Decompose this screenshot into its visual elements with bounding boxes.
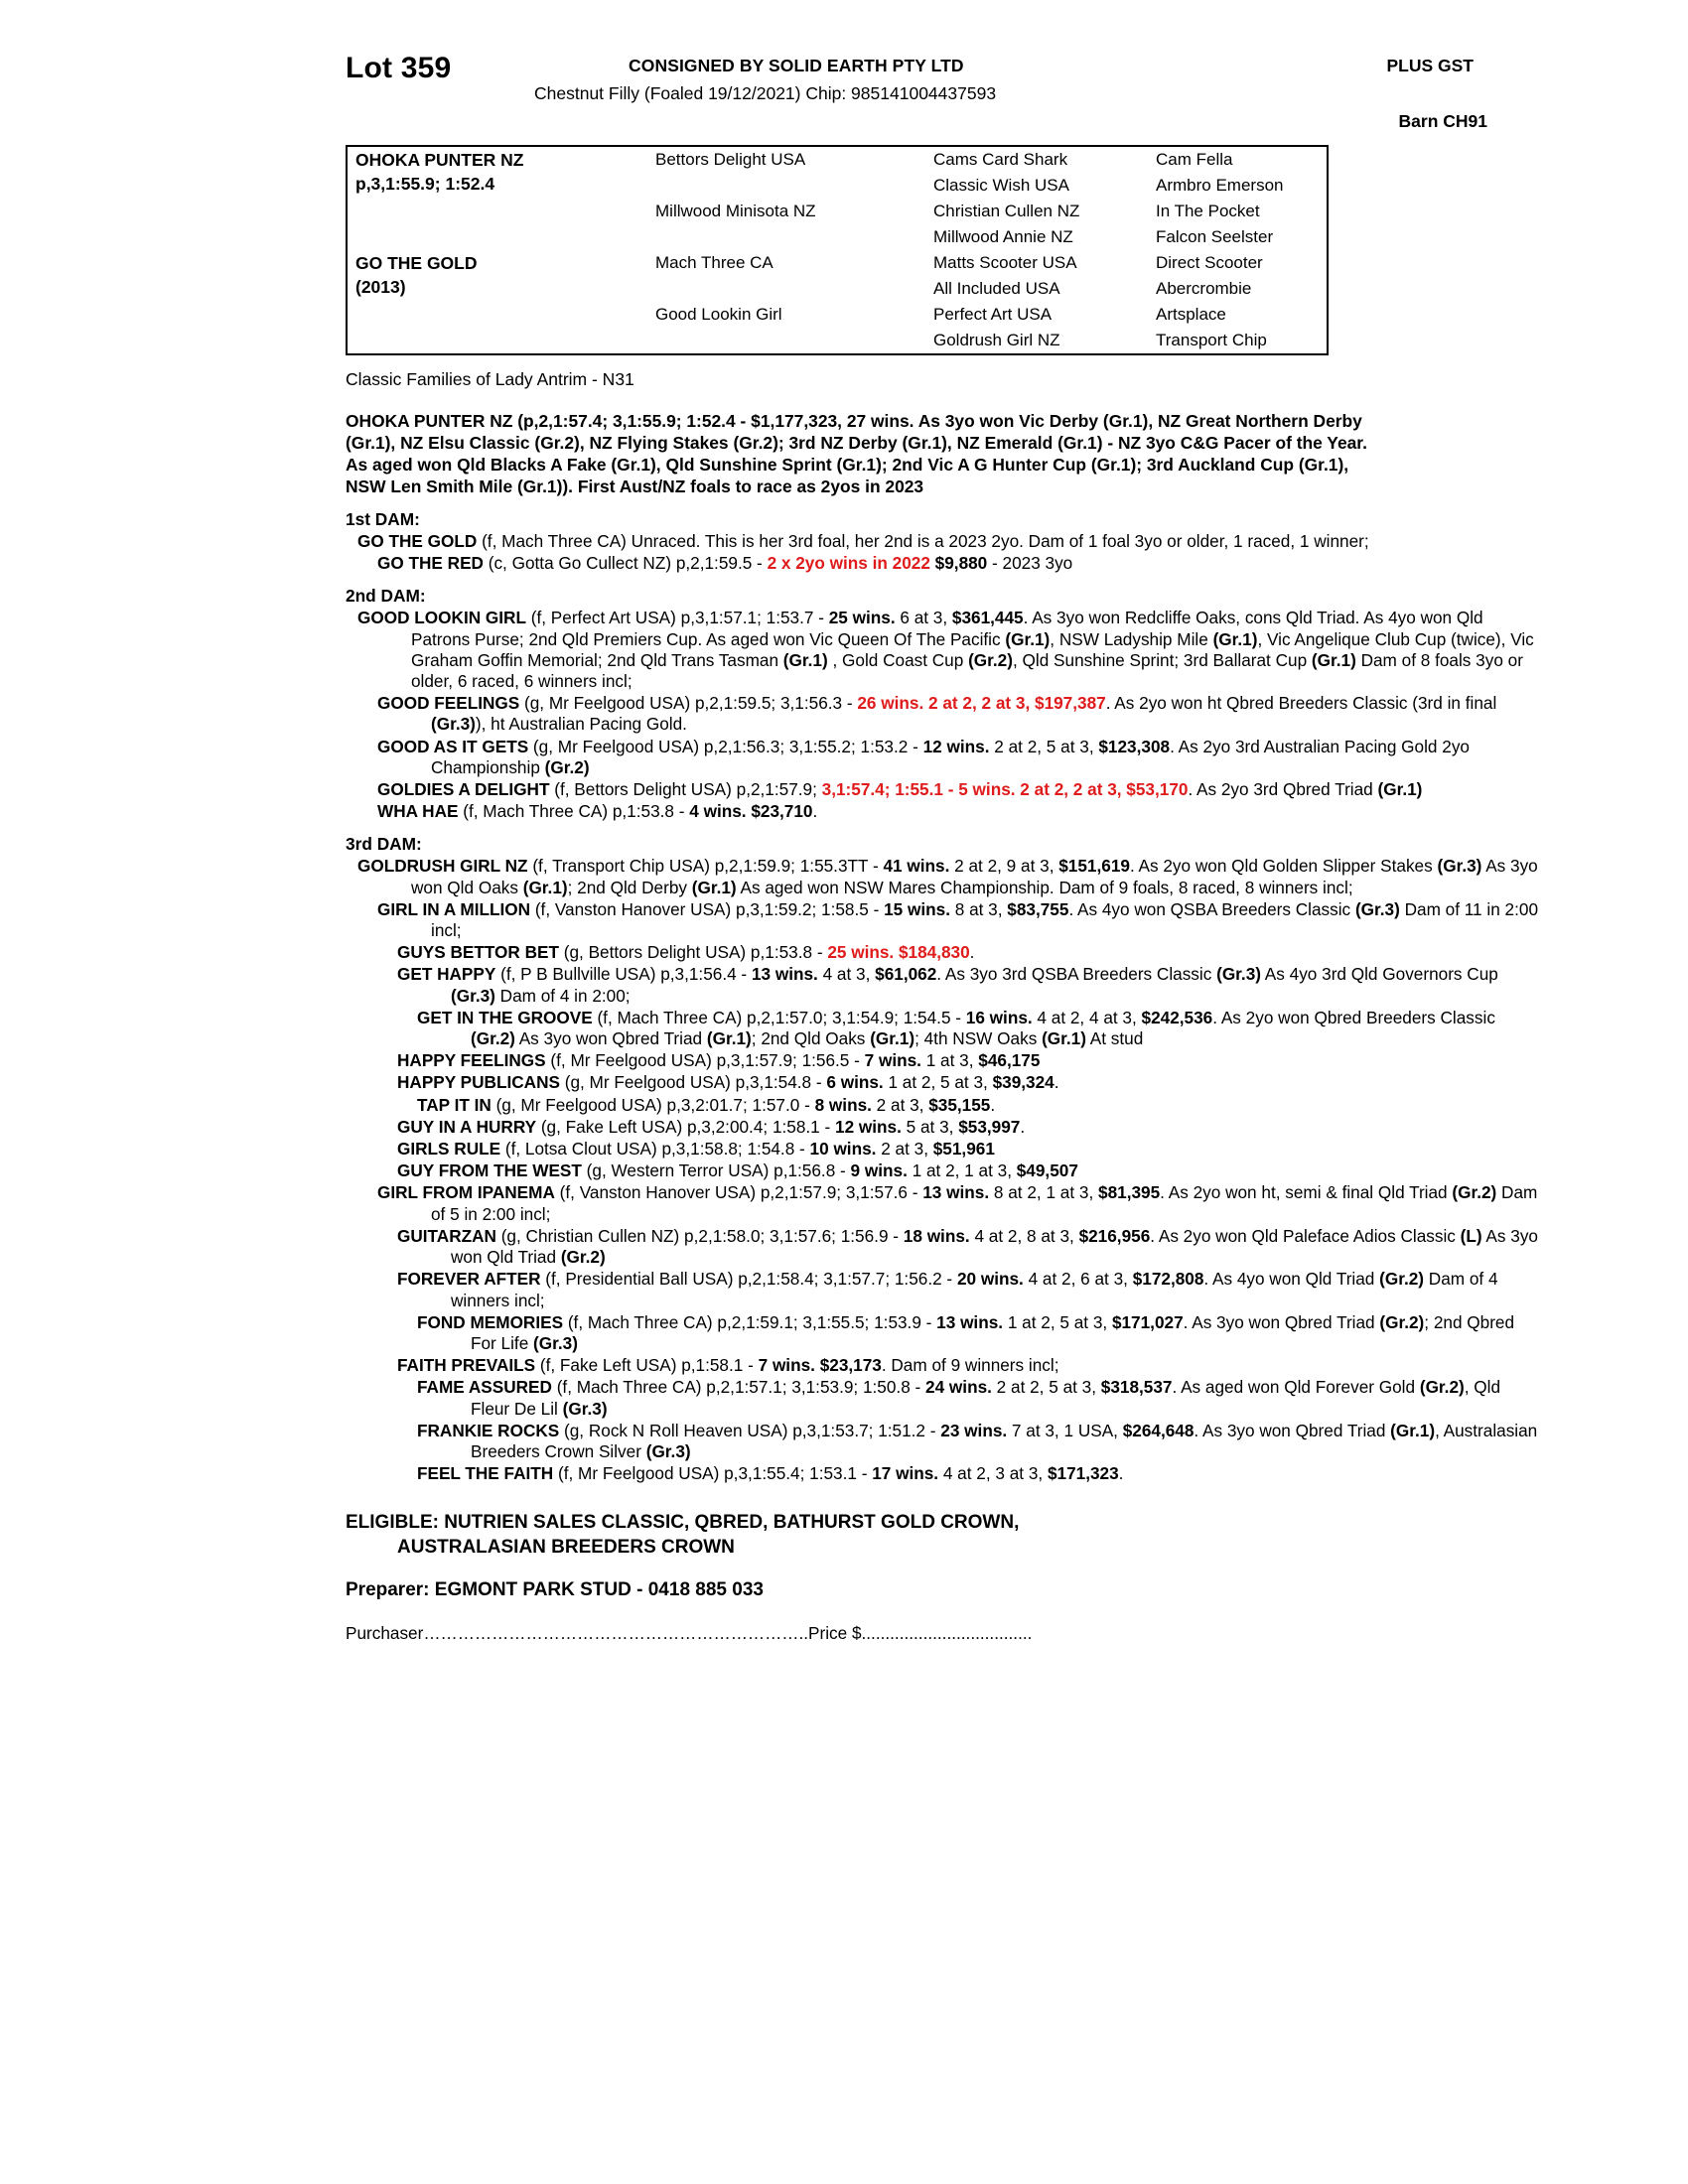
family-line: Classic Families of Lady Antrim - N31 [346,369,634,389]
ped-cell-g2: Cams Card Shark [933,150,1068,169]
pedigree-entry-name: TAP IT IN [417,1094,492,1115]
pedigree-entry-name: FEEL THE FAITH [417,1463,554,1484]
ped-cell-g3: Artsplace [1156,305,1226,324]
pedigree-entry-tail: . [969,942,975,963]
emphasis: 10 wins. [809,1139,877,1160]
emphasis: 24 wins. [925,1377,992,1398]
emphasis: (L) [1460,1225,1482,1246]
emphasis: $51,961 [932,1139,995,1160]
pedigree-entry [346,899,1539,941]
pedigree-entry [346,1269,1539,1310]
pedigree-entry-text: (f, Mach Three CA) p,2,1:59.1; 3,1:55.5; 1:53.9 - 13 wins. 1 at 2, 5 at 3, $171,027. As 3yo won Qbred Triad (Gr.2); 2nd Qbred For Life (Gr.3) [471,1311,1515,1353]
emphasis: (Gr.3) [1354,898,1400,919]
emphasis: (Gr.2) [1419,1377,1465,1398]
emphasis: $171,027 [1111,1311,1184,1332]
emphasis: $35,155 [928,1094,991,1115]
emphasis: $318,537 [1100,1377,1173,1398]
emphasis: (Gr.3) [562,1398,608,1419]
horse-description: Chestnut Filly (Foaled 19/12/2021) Chip: 985141004437593 [534,83,997,103]
pedigree-entry [346,1072,1539,1093]
emphasis: 12 wins. [922,736,990,756]
sire-cell-blank [348,199,647,250]
dam-header: 2nd DAM: [346,586,426,607]
ped-cell-g2: Christian Cullen NZ [933,202,1080,220]
sire-paragraph: OHOKA PUNTER NZ (p,2,1:57.4; 3,1:55.9; 1:52.4 - $1,177,323, 27 wins. As 3yo won Vic Derby (Gr.1), NZ Great Northern Derby (Gr.1), NZ Elsu Classic (Gr.2), NZ Flying Stakes (Gr.2); 3rd NZ Derby (Gr.1), NZ Emerald (Gr.1) - NZ 3yo C&G Pacer of the Year. As aged won Qld Blacks A Fake (Gr.1), Qld Sunshine Sprint (Gr.1); 2nd Vic A G Hunter Cup (Gr.1); 3rd Auckland Cup (Gr.1), NSW Len Smith Mile (Gr.1)). First Aust/NZ foals to race as 2yos in 2023 [346,411,1367,496]
emphasis: (Gr.1) [1311,649,1356,670]
sire-name: OHOKA PUNTER NZ [355,150,524,170]
emphasis: (Gr.2) [560,1247,606,1268]
pedigree-entry [346,531,1539,552]
purchaser-line: Purchaser…………………………………………………………..Price $.................................... [346,1623,1033,1644]
emphasis: $23,710 [751,801,813,822]
ped-cell-g2: Matts Scooter USA [933,253,1077,272]
barn-label: Barn CH91 [1398,111,1487,131]
dam-cell [348,250,647,302]
emphasis: (Gr.2) [968,649,1013,670]
emphasis: (Gr.1) [1390,1420,1436,1440]
pedigree-entry-text: (f, Mach Three CA) p,2,1:57.1; 3,1:53.9; 1:50.8 - 24 wins. 2 at 2, 5 at 3, $318,537. As aged won Qld Forever Gold (Gr.2), Qld Fleur De Lil (Gr.3) [471,1377,1501,1419]
emphasis: $171,323 [1047,1463,1119,1484]
pedigree-entry-name: GET IN THE GROOVE [417,1007,593,1027]
emphasis: (Gr.2) [471,1028,515,1049]
pedigree-entry-text: (f, Presidential Ball USA) p,2,1:58.4; 3,1:57.7; 1:56.2 - 20 wins. 4 at 2, 6 at 3, $172,808. As 4yo won Qld Triad (Gr.2) Dam of 4 winners incl; [451,1269,1498,1310]
pedigree-entry-text: (f, Mr Feelgood USA) p,3,1:55.4; 1:53.1 - 17 wins. 4 at 2, 3 at 3, $171,323. [553,1463,1124,1484]
ped-cell-g1: Bettors Delight USA [655,150,806,169]
pedigree-entry-text: (f, Mr Feelgood USA) p,3,1:57.9; 1:56.5 - 7 wins. 1 at 3, $46,175 [545,1050,1041,1071]
pedigree-entry-name: GET HAPPY [397,964,496,985]
pedigree-entry-tail: $9,880 - 2023 3yo [934,553,1073,574]
emphasis: (Gr.1) [1212,628,1258,649]
ped-cell-g3: Falcon Seelster [1156,227,1274,246]
pedigree-entry-text: (g, Christian Cullen NZ) p,2,1:58.0; 3,1:57.6; 1:56.9 - 18 wins. 4 at 2, 8 at 3, $216,956. As 2yo won Qld Paleface Adios Classic (L) As 3yo won Qld Triad (Gr.2) [451,1225,1538,1268]
emphasis: $242,536 [1141,1007,1213,1027]
emphasis: $39,324 [992,1072,1055,1093]
pedigree-entry [346,1160,1539,1181]
ped-cell-g1 [647,276,925,302]
emphasis: (Gr.2) [544,756,590,777]
emphasis: 17 wins. [872,1463,939,1484]
ped-cell-g2: Goldrush Girl NZ [933,331,1060,349]
emphasis: 41 wins. [883,856,950,877]
plus-gst-label: PLUS GST [1386,56,1474,75]
emphasis: (Gr.1) [1042,1028,1086,1049]
emphasis: (Gr.1) [522,877,568,897]
pedigree-entry-text: (g, Western Terror USA) p,1:56.8 - 9 wins. 1 at 2, 1 at 3, $49,507 [581,1160,1078,1181]
pedigree-entry-name: GUY IN A HURRY [397,1116,537,1137]
eligible-block [346,1510,1539,1560]
pedigree-entry-text: (g, Mr Feelgood USA) p,2,1:59.5; 3,1:56.3 - [519,693,858,714]
emphasis: 20 wins. [956,1269,1024,1290]
pedigree-entry-name: GIRL IN A MILLION [377,898,531,919]
ped-cell-g1 [647,173,925,199]
pedigree-entry-text: (g, Mr Feelgood USA) p,2,1:56.3; 3,1:55.2; 1:53.2 - 12 wins. 2 at 2, 5 at 3, $123,308. As 2yo 3rd Australian Pacing Gold 2yo Championship (Gr.2) [431,736,1470,777]
ped-cell-g3: Abercrombie [1156,279,1252,298]
pedigree-entry-name: GOLDIES A DELIGHT [377,779,550,800]
emphasis: 4 wins. [689,801,747,822]
ped-cell-g2: All Included USA [933,279,1060,298]
ped-cell-g1: Mach Three CA [655,253,774,272]
pedigree-entry [346,693,1539,735]
pedigree-entry-text: (c, Gotta Go Cullect NZ) p,2,1:59.5 - [483,553,768,574]
emphasis: 7 wins. [864,1050,921,1071]
emphasis: $123,308 [1098,736,1171,756]
emphasis: 13 wins. [922,1182,990,1203]
pedigree-entry-text: (f, Vanston Hanover USA) p,2,1:57.9; 3,1:57.6 - 13 wins. 8 at 2, 1 at 3, $81,395. As 2yo won ht, semi & final Qld Triad (Gr.2) Dam of 5 in 2:00 incl; [431,1182,1538,1224]
pedigree-entry-tail: . As 2yo 3rd Qbred Triad (Gr.1) [1188,779,1423,800]
emphasis: 16 wins. [965,1007,1033,1027]
emphasis: $151,619 [1058,856,1130,877]
pedigree-entry-text: (g, Rock N Roll Heaven USA) p,3,1:53.7; 1:51.2 - 23 wins. 7 at 3, 1 USA, $264,648. As 3yo won Qbred Triad (Gr.1), Australasian Breeders Crown Silver (Gr.3) [471,1420,1538,1461]
emphasis: 23 wins. [940,1420,1008,1440]
pedigree-entry-highlight: 3,1:57.4; 1:55.1 - 5 wins. 2 at 2, 2 at 3, $53,170 [821,779,1189,800]
pedigree-entry [346,608,1539,692]
pedigree-entry-text: (f, Vanston Hanover USA) p,3,1:59.2; 1:58.5 - 15 wins. 8 at 3, $83,755. As 4yo won QSBA Breeders Classic (Gr.3) Dam of 11 in 2:00 incl; [431,898,1538,941]
lot-number: Lot 359 [346,52,452,84]
pedigree-entry-name: GOOD LOOKIN GIRL [357,608,526,628]
pedigree-entry-text: (f, Fake Left USA) p,1:58.1 - 7 wins. $23,173. Dam of 9 winners incl; [535,1355,1059,1376]
table-row [348,250,1378,276]
pedigree-entry-text: (g, Fake Left USA) p,3,2:00.4; 1:58.1 - 12 wins. 5 at 3, $53,997. [536,1116,1026,1137]
emphasis: 15 wins. [884,898,950,919]
pedigree-entry [346,1355,1539,1376]
pedigree-entry-name: GO THE RED [377,553,484,574]
pedigree-entry-text: (f, Perfect Art USA) p,3,1:57.1; 1:53.7 - 25 wins. 6 at 3, $361,445. As 3yo won Redcliffe Oaks, cons Qld Triad. As 4yo won Qld Patrons Purse; 2nd Qld Premiers Cup. As aged won Vic Queen Of The Pacific (Gr.1), NSW Ladyship Mile (Gr.1), Vic Angelique Club Cup (twice), Vic Graham Goffin Memorial; 2nd Qld Trans Tasman (Gr.1) , Gold Coast Cup (Gr.2), Qld Sunshine Sprint; 3rd Ballarat Cup (Gr.1) Dam of 8 foals 3yo or older, 6 raced, 6 winners incl; [411,608,1534,692]
dam-header: 1st DAM: [346,509,420,529]
pedigree-entry-name: FRANKIE ROCKS [417,1420,560,1440]
emphasis: (Gr.3) [533,1332,578,1353]
ped-cell-g1: Good Lookin Girl [655,305,782,324]
ped-cell-g2: Millwood Annie NZ [933,227,1073,246]
ped-cell-g3: In The Pocket [1156,202,1260,220]
pedigree-entry [346,1095,1539,1116]
pedigree-entry-text: (f, Mach Three CA) p,1:53.8 - 4 wins. $23,710. [458,801,818,822]
eligible-line-2: AUSTRALASIAN BREEDERS CROWN [397,1537,735,1559]
pedigree-entry-name: FOND MEMORIES [417,1311,564,1332]
pedigree-entry [346,964,1539,1006]
pedigree-entry-name: GOLDRUSH GIRL NZ [357,856,528,877]
emphasis: 6 wins. [826,1072,884,1093]
pedigree-entry-name: HAPPY PUBLICANS [397,1072,560,1093]
pedigree-entry-name: FAME ASSURED [417,1377,552,1398]
page-header [346,46,1539,135]
pedigree-entry-text: (f, Transport Chip USA) p,2,1:59.9; 1:55.3TT - 41 wins. 2 at 2, 9 at 3, $151,619. As 2yo won Qld Golden Slipper Stakes (Gr.3) As 3yo won Qld Oaks (Gr.1); 2nd Qld Derby (Gr.1) As aged won NSW Mares Championship. Dam of 9 foals, 8 raced, 8 winners incl; [411,856,1538,897]
ped-cell-g1: Millwood Minisota NZ [655,202,816,220]
pedigree-entry-text: (g, Bettors Delight USA) p,1:53.8 - [558,942,828,963]
emphasis: $49,507 [1016,1160,1078,1181]
pedigree-entry [346,1139,1539,1160]
pedigree-entry-text: (f, Mach Three CA) Unraced. This is her 3rd foal, her 2nd is a 2023 2yo. Dam of 1 foal 3yo or older, 1 raced, 1 winner; [477,531,1369,551]
emphasis: (Gr.3) [431,714,476,735]
preparer-line: Preparer: EGMONT PARK STUD - 0418 885 033 [346,1579,764,1601]
pedigree-entry [346,1008,1539,1049]
dam-cell-blank [348,302,647,353]
emphasis: (Gr.1) [1377,779,1423,800]
pedigree-entry-highlight: 26 wins. 2 at 2, 2 at 3, $197,387 [857,693,1106,714]
emphasis: $361,445 [951,608,1024,628]
sire-record: p,3,1:55.9; 1:52.4 [355,174,495,194]
emphasis: (Gr.2) [1379,1269,1425,1290]
pedigree-entry [346,553,1539,574]
emphasis: (Gr.3) [1437,856,1482,877]
pedigree-entry [346,1226,1539,1268]
table-row [348,199,1378,224]
emphasis: (Gr.3) [1216,964,1261,985]
ped-cell-g3: Direct Scooter [1156,253,1263,272]
emphasis: 25 wins. [828,608,896,628]
emphasis: (Gr.3) [645,1440,691,1461]
pedigree-entry-text: (f, Mach Three CA) p,2,1:57.0; 3,1:54.9; 1:54.5 - 16 wins. 4 at 2, 4 at 3, $242,536. As 2yo won Qbred Breeders Classic (Gr.2) As 3yo won Qbred Triad (Gr.1); 2nd Qld Oaks (Gr.1); 4th NSW Oaks (Gr.1) At stud [471,1007,1495,1049]
ped-cell-g1 [647,328,925,353]
pedigree-entry-name: GOOD AS IT GETS [377,736,529,756]
pedigree-entry-name: GIRLS RULE [397,1139,501,1160]
pedigree-entry-highlight: 25 wins. $184,830 [827,942,970,963]
pedigree-entry-name: WHA HAE [377,801,459,822]
pedigree-entry [346,779,1539,800]
emphasis: (Gr.1) [691,877,737,897]
emphasis: (Gr.2) [1452,1182,1497,1203]
pedigree-entry-name: GOOD FEELINGS [377,693,520,714]
emphasis: 13 wins. [751,964,818,985]
pedigree-entry [346,942,1539,963]
emphasis: (Gr.1) [706,1028,752,1049]
pedigree-entry-text: (f, P B Bullville USA) p,3,1:56.4 - 13 wins. 4 at 3, $61,062. As 3yo 3rd QSBA Breeders Classic (Gr.3) As 4yo 3rd Qld Governors Cup (Gr.3) Dam of 4 in 2:00; [451,964,1498,1006]
emphasis: 7 wins. [758,1355,815,1376]
pedigree-entry-text: (g, Mr Feelgood USA) p,3,2:01.7; 1:57.0 - 8 wins. 2 at 3, $35,155. [491,1094,996,1115]
pedigree-entry [346,737,1539,778]
consignor-line: CONSIGNED BY SOLID EARTH PTY LTD [629,56,964,75]
pedigree-entry [346,1050,1539,1071]
dam-header: 3rd DAM: [346,834,422,855]
ped-cell-g3: Cam Fella [1156,150,1233,169]
emphasis: (Gr.1) [1005,628,1051,649]
emphasis: 8 wins. [814,1094,872,1115]
pedigree-entry [346,1182,1539,1224]
pedigree-table [346,145,1329,355]
emphasis: $81,395 [1098,1182,1161,1203]
dam-sections [346,509,1539,1484]
emphasis: $264,648 [1122,1420,1195,1440]
emphasis: 9 wins. [850,1160,908,1181]
ped-cell-g3: Transport Chip [1156,331,1267,349]
pedigree-entry-name: HAPPY FEELINGS [397,1050,546,1071]
emphasis: (Gr.1) [870,1028,915,1049]
pedigree-entry-text: (f, Lotsa Clout USA) p,3,1:58.8; 1:54.8 - 10 wins. 2 at 3, $51,961 [500,1139,995,1160]
emphasis: (Gr.3) [451,985,495,1006]
pedigree-entry [346,1421,1539,1462]
emphasis: 13 wins. [936,1311,1004,1332]
pedigree-entry [346,1312,1539,1354]
table-row [348,302,1378,328]
emphasis: $23,173 [819,1355,882,1376]
dam-year: (2013) [355,277,406,297]
pedigree-entry [346,1377,1539,1419]
emphasis: $9,880 [934,553,988,574]
pedigree-entry-highlight: 2 x 2yo wins in 2022 [767,553,930,574]
sire-cell [348,147,647,199]
emphasis: $61,062 [875,964,937,985]
pedigree-entry-name: FAITH PREVAILS [397,1355,536,1376]
emphasis: $83,755 [1007,898,1069,919]
emphasis: $46,175 [978,1050,1041,1071]
emphasis: (Gr.1) [782,649,828,670]
pedigree-entry [346,856,1539,897]
pedigree-entry-tail: . As 2yo won ht Qbred Breeders Classic (3rd in final (Gr.3)), ht Australian Pacing Gold. [431,693,1497,735]
pedigree-entry-name: GUITARZAN [397,1225,496,1246]
pedigree-entry-name: GUYS BETTOR BET [397,942,559,963]
table-row [348,147,1378,173]
emphasis: (Gr.2) [1379,1311,1425,1332]
pedigree-entry-name: GUY FROM THE WEST [397,1160,582,1181]
pedigree-entry [346,1117,1539,1138]
dam-name: GO THE GOLD [355,253,478,273]
emphasis: 18 wins. [903,1225,970,1246]
emphasis: $172,808 [1132,1269,1204,1290]
pedigree-entry [346,1463,1539,1484]
pedigree-entry-text: (g, Mr Feelgood USA) p,3,1:54.8 - 6 wins. 1 at 2, 5 at 3, $39,324. [559,1072,1059,1093]
pedigree-entry-text: (f, Bettors Delight USA) p,2,1:57.9; [549,779,822,800]
ped-cell-g2: Classic Wish USA [933,176,1069,195]
pedigree-entry-name: GIRL FROM IPANEMA [377,1182,555,1203]
ped-cell-g3: Armbro Emerson [1156,176,1284,195]
eligible-line-1: ELIGIBLE: NUTRIEN SALES CLASSIC, QBRED, BATHURST GOLD CROWN, [346,1512,1020,1534]
pedigree-entry [346,801,1539,822]
ped-cell-g2: Perfect Art USA [933,305,1053,324]
ped-cell-g1 [647,224,925,250]
pedigree-entry-name: FOREVER AFTER [397,1269,541,1290]
emphasis: $53,997 [958,1116,1021,1137]
pedigree-entry-name: GO THE GOLD [357,531,478,551]
emphasis: $216,956 [1078,1225,1151,1246]
emphasis: 12 wins. [835,1116,902,1137]
